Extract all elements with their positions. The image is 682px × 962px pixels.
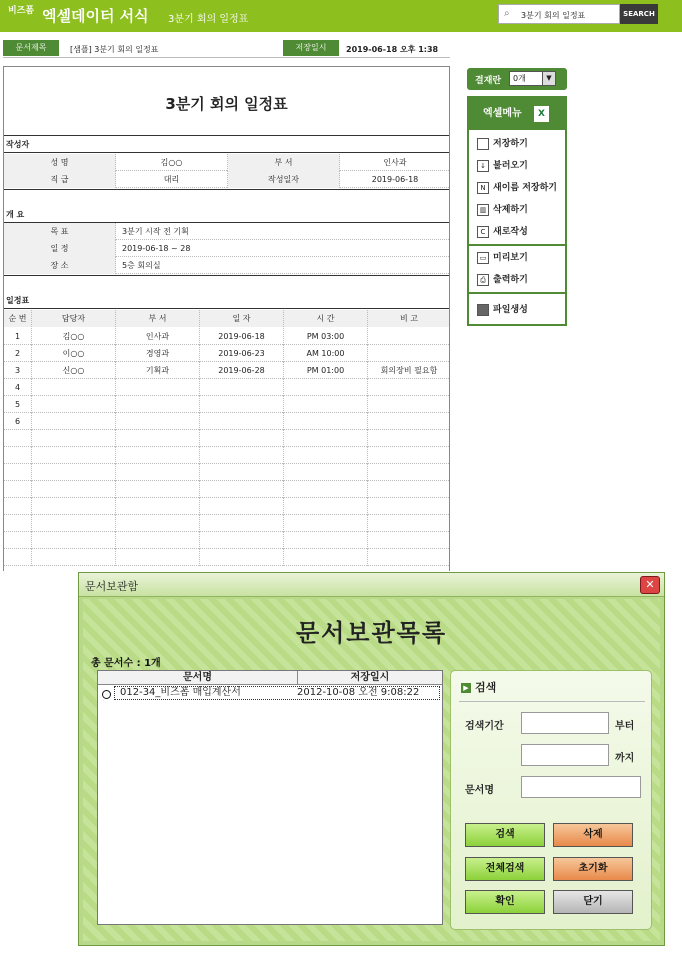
table-row <box>4 396 449 413</box>
excel-menu-header <box>469 98 565 130</box>
table-cell <box>116 447 200 464</box>
divider <box>4 152 449 153</box>
table-cell <box>32 498 116 515</box>
table-cell <box>116 430 200 447</box>
menu-load[interactable] <box>477 156 528 176</box>
table-cell <box>368 430 450 447</box>
table-cell <box>4 464 32 481</box>
schedule-section-title: 일정표 <box>6 296 30 305</box>
table-cell <box>200 464 284 481</box>
table-cell <box>284 515 368 532</box>
doc-title-value: [샘플] 3분기 회의 일정표 <box>70 45 159 54</box>
approval-select[interactable] <box>509 71 556 86</box>
search-panel-title: ▶ 검색 <box>461 679 496 695</box>
table-cell: 신○○ <box>32 362 116 379</box>
table-cell <box>368 379 450 396</box>
column-header: 비 고 <box>368 310 450 327</box>
table-cell: 회의장비 필요함 <box>380 366 438 375</box>
chevron-down-icon[interactable]: ▼ <box>542 72 555 85</box>
overview-row <box>4 240 449 257</box>
close-button[interactable]: 닫기 <box>553 890 633 914</box>
table-cell <box>368 481 450 498</box>
table-cell <box>32 464 116 481</box>
table-cell <box>368 345 450 362</box>
table-cell <box>284 413 368 430</box>
sheet-title: 3분기 회의 일정표 <box>165 95 288 113</box>
top-bar <box>0 0 682 32</box>
overview-row <box>4 257 449 274</box>
trash-icon: ▥ <box>477 204 489 216</box>
list-item[interactable] <box>114 686 440 700</box>
period-from-input[interactable] <box>521 712 609 734</box>
doc-title-label: 문서제목 <box>3 40 59 56</box>
overview-value: 5층 회의실 <box>122 261 161 270</box>
table-cell <box>32 430 116 447</box>
folder-icon <box>477 304 489 316</box>
table-cell <box>32 396 116 413</box>
print-icon: ⎙ <box>477 274 489 286</box>
author-key: 성 명 <box>4 154 116 171</box>
search-icon: ⌕ <box>504 8 510 19</box>
table-cell: 2019-06-23 <box>200 345 284 362</box>
divider <box>4 135 449 136</box>
menu-new[interactable] <box>477 222 528 242</box>
table-cell <box>32 549 116 566</box>
table-cell: 김○○ <box>32 328 116 345</box>
table-cell: 2019-06-28 <box>200 362 284 379</box>
table-cell <box>116 379 200 396</box>
table-cell <box>284 481 368 498</box>
load-icon: ↓ <box>477 160 489 172</box>
document-list[interactable] <box>97 670 443 925</box>
table-cell: 인사과 <box>116 328 200 345</box>
preview-icon: ▭ <box>477 252 489 264</box>
overview-key: 목 표 <box>4 223 116 240</box>
table-cell <box>284 396 368 413</box>
table-cell <box>4 549 32 566</box>
table-cell: 경영과 <box>116 345 200 362</box>
menu-divider <box>469 292 565 294</box>
table-cell <box>32 447 116 464</box>
table-cell <box>32 413 116 430</box>
saved-value: 2019-06-18 오후 1:38 <box>346 45 439 54</box>
excel-icon: X <box>534 106 549 122</box>
brand-logo: 비즈폼 <box>8 6 35 16</box>
author-value: 대리 <box>116 171 228 188</box>
table-cell <box>284 379 368 396</box>
divider <box>4 189 449 190</box>
table-cell: 2019-06-18 <box>200 328 284 345</box>
docname-input[interactable] <box>521 776 641 798</box>
table-row <box>4 515 449 532</box>
header-doc-title: 3분기 회의 일정표 <box>168 14 249 25</box>
table-cell <box>200 515 284 532</box>
document-archive-dialog <box>78 572 665 946</box>
overview-value: 2019-06-18 ~ 28 <box>122 244 191 253</box>
search-input[interactable] <box>498 4 620 24</box>
search-button[interactable]: SEARCH <box>620 4 658 24</box>
table-cell <box>4 430 32 447</box>
overview-key: 장 소 <box>4 257 116 274</box>
dialog-body <box>83 599 660 941</box>
table-row <box>4 464 449 481</box>
author-value: 인사과 <box>383 158 407 167</box>
menu-label: 미리보기 <box>493 253 528 263</box>
menu-label: 삭제하기 <box>493 205 528 215</box>
table-cell <box>368 549 450 566</box>
table-cell <box>116 549 200 566</box>
table-cell <box>284 549 368 566</box>
delete-button[interactable]: 삭제 <box>553 823 633 847</box>
search-panel <box>450 670 652 930</box>
table-cell <box>368 328 450 345</box>
menu-create-file[interactable] <box>477 300 528 320</box>
save-icon <box>477 138 489 150</box>
menu-delete[interactable] <box>477 200 528 220</box>
table-cell <box>4 481 32 498</box>
excel-sheet <box>3 66 450 571</box>
table-cell <box>200 396 284 413</box>
menu-label: 저장하기 <box>493 139 528 149</box>
approval-value: 0개 <box>513 74 526 83</box>
table-cell <box>116 532 200 549</box>
period-to-input[interactable] <box>521 744 609 766</box>
table-cell <box>200 549 284 566</box>
table-cell <box>4 498 32 515</box>
menu-label: 새이름 저장하기 <box>493 183 557 193</box>
approval-label: 결재란 <box>475 76 502 86</box>
document-count: 총 문서수 : 1개 <box>91 658 161 669</box>
menu-save-as[interactable] <box>477 178 557 198</box>
table-row <box>4 481 449 498</box>
list-item-name: 012-34_비즈폼 매입계산서 <box>120 687 241 698</box>
author-row <box>4 154 449 171</box>
search-button[interactable]: 검색 <box>465 823 545 847</box>
menu-preview[interactable] <box>477 248 528 268</box>
schedule-header-row <box>4 310 449 327</box>
table-cell <box>368 498 450 515</box>
table-cell <box>200 481 284 498</box>
column-header: 시 간 <box>284 310 368 327</box>
table-row <box>4 430 449 447</box>
table-cell <box>368 515 450 532</box>
table-cell: 3 <box>4 362 32 379</box>
divider <box>4 308 449 309</box>
table-cell <box>116 515 200 532</box>
table-row <box>4 498 449 515</box>
dialog-title: 문서보관함 <box>85 580 139 593</box>
overview-value: 3분기 시작 전 기획 <box>122 227 189 236</box>
table-row <box>4 447 449 464</box>
table-cell: 4 <box>4 379 32 396</box>
excel-menu <box>467 96 567 326</box>
ok-button[interactable]: 확인 <box>465 890 545 914</box>
table-cell: AM 10:00 <box>284 345 368 362</box>
column-header: 일 자 <box>200 310 284 327</box>
table-cell: 기획과 <box>116 362 200 379</box>
table-row <box>4 532 449 549</box>
table-cell <box>284 430 368 447</box>
table-cell <box>368 464 450 481</box>
menu-save[interactable] <box>477 134 528 154</box>
table-cell <box>200 498 284 515</box>
table-cell: 1 <box>4 328 32 345</box>
menu-label: 파일생성 <box>493 305 528 315</box>
table-cell <box>284 532 368 549</box>
overview-row <box>4 223 449 240</box>
author-key: 직 급 <box>4 171 116 188</box>
meta-divider <box>3 57 450 58</box>
table-cell <box>116 396 200 413</box>
list-item-date: 2012-10-08 오전 9:08:22 <box>297 687 420 698</box>
table-cell: 5 <box>4 396 32 413</box>
table-cell <box>32 481 116 498</box>
column-header-date[interactable]: 저장일시 <box>298 671 442 685</box>
table-cell <box>4 515 32 532</box>
table-cell <box>368 447 450 464</box>
table-row <box>4 379 449 396</box>
column-header: 부 서 <box>116 310 200 327</box>
author-value: 2019-06-18 <box>371 175 419 184</box>
table-cell: PM 03:00 <box>284 328 368 345</box>
menu-label: 불러오기 <box>493 161 528 171</box>
author-value: 김○○ <box>116 154 228 171</box>
approval-selector <box>467 68 567 90</box>
column-header: 순 번 <box>4 310 32 327</box>
menu-label: 새로작성 <box>493 227 528 237</box>
app-title: 엑셀데이터 서식 <box>42 7 149 25</box>
table-cell: 2 <box>4 345 32 362</box>
table-cell <box>200 379 284 396</box>
table-row <box>4 328 449 345</box>
table-cell <box>116 464 200 481</box>
table-row <box>4 345 449 362</box>
search-value: 3분기 회의 일정표 <box>521 11 586 20</box>
table-cell <box>284 464 368 481</box>
table-cell <box>116 498 200 515</box>
table-cell <box>116 481 200 498</box>
table-row <box>4 413 449 430</box>
author-key: 부 서 <box>228 154 340 171</box>
close-icon[interactable]: ✕ <box>640 576 660 594</box>
menu-divider <box>469 244 565 246</box>
from-label: 부터 <box>615 721 635 732</box>
save-as-icon: N <box>477 182 489 194</box>
search-all-button[interactable]: 전체검색 <box>465 857 545 881</box>
saved-label: 저장일시 <box>283 40 339 56</box>
table-cell <box>284 498 368 515</box>
divider <box>4 275 449 276</box>
arrow-right-icon: ▶ <box>461 683 471 693</box>
table-cell: PM 01:00 <box>284 362 368 379</box>
table-cell <box>200 532 284 549</box>
table-cell <box>368 532 450 549</box>
column-header: 담당자 <box>32 310 116 327</box>
period-label: 검색기간 <box>465 721 504 732</box>
search-divider <box>459 701 645 702</box>
table-row <box>4 362 449 379</box>
author-key: 작성일자 <box>228 171 340 188</box>
table-cell <box>32 532 116 549</box>
dialog-title-bar[interactable] <box>79 573 664 597</box>
table-cell <box>116 413 200 430</box>
overview-key: 일 정 <box>4 240 116 257</box>
table-cell: 이○○ <box>32 345 116 362</box>
archive-heading: 문서보관목록 <box>295 619 448 647</box>
table-row <box>4 549 449 566</box>
table-cell <box>32 379 116 396</box>
table-cell <box>368 396 450 413</box>
author-section-title: 작성자 <box>6 140 30 149</box>
table-cell <box>200 413 284 430</box>
to-label: 까지 <box>615 753 635 764</box>
overview-section-title: 개 요 <box>6 210 25 219</box>
table-cell <box>4 447 32 464</box>
excel-menu-title: 엑셀메뉴 <box>483 108 522 119</box>
table-cell <box>4 532 32 549</box>
menu-label: 출력하기 <box>493 275 528 285</box>
table-cell <box>284 447 368 464</box>
table-cell <box>32 515 116 532</box>
docname-label: 문서명 <box>465 785 494 796</box>
column-header-name[interactable]: 문서명 <box>98 671 298 685</box>
row-radio[interactable] <box>102 690 111 699</box>
table-cell <box>200 430 284 447</box>
reset-button[interactable]: 초기화 <box>553 857 633 881</box>
table-cell: 6 <box>4 413 32 430</box>
table-cell <box>200 447 284 464</box>
new-document-icon: C <box>477 226 489 238</box>
menu-print[interactable] <box>477 270 528 290</box>
author-row <box>4 171 449 188</box>
table-cell <box>368 413 450 430</box>
